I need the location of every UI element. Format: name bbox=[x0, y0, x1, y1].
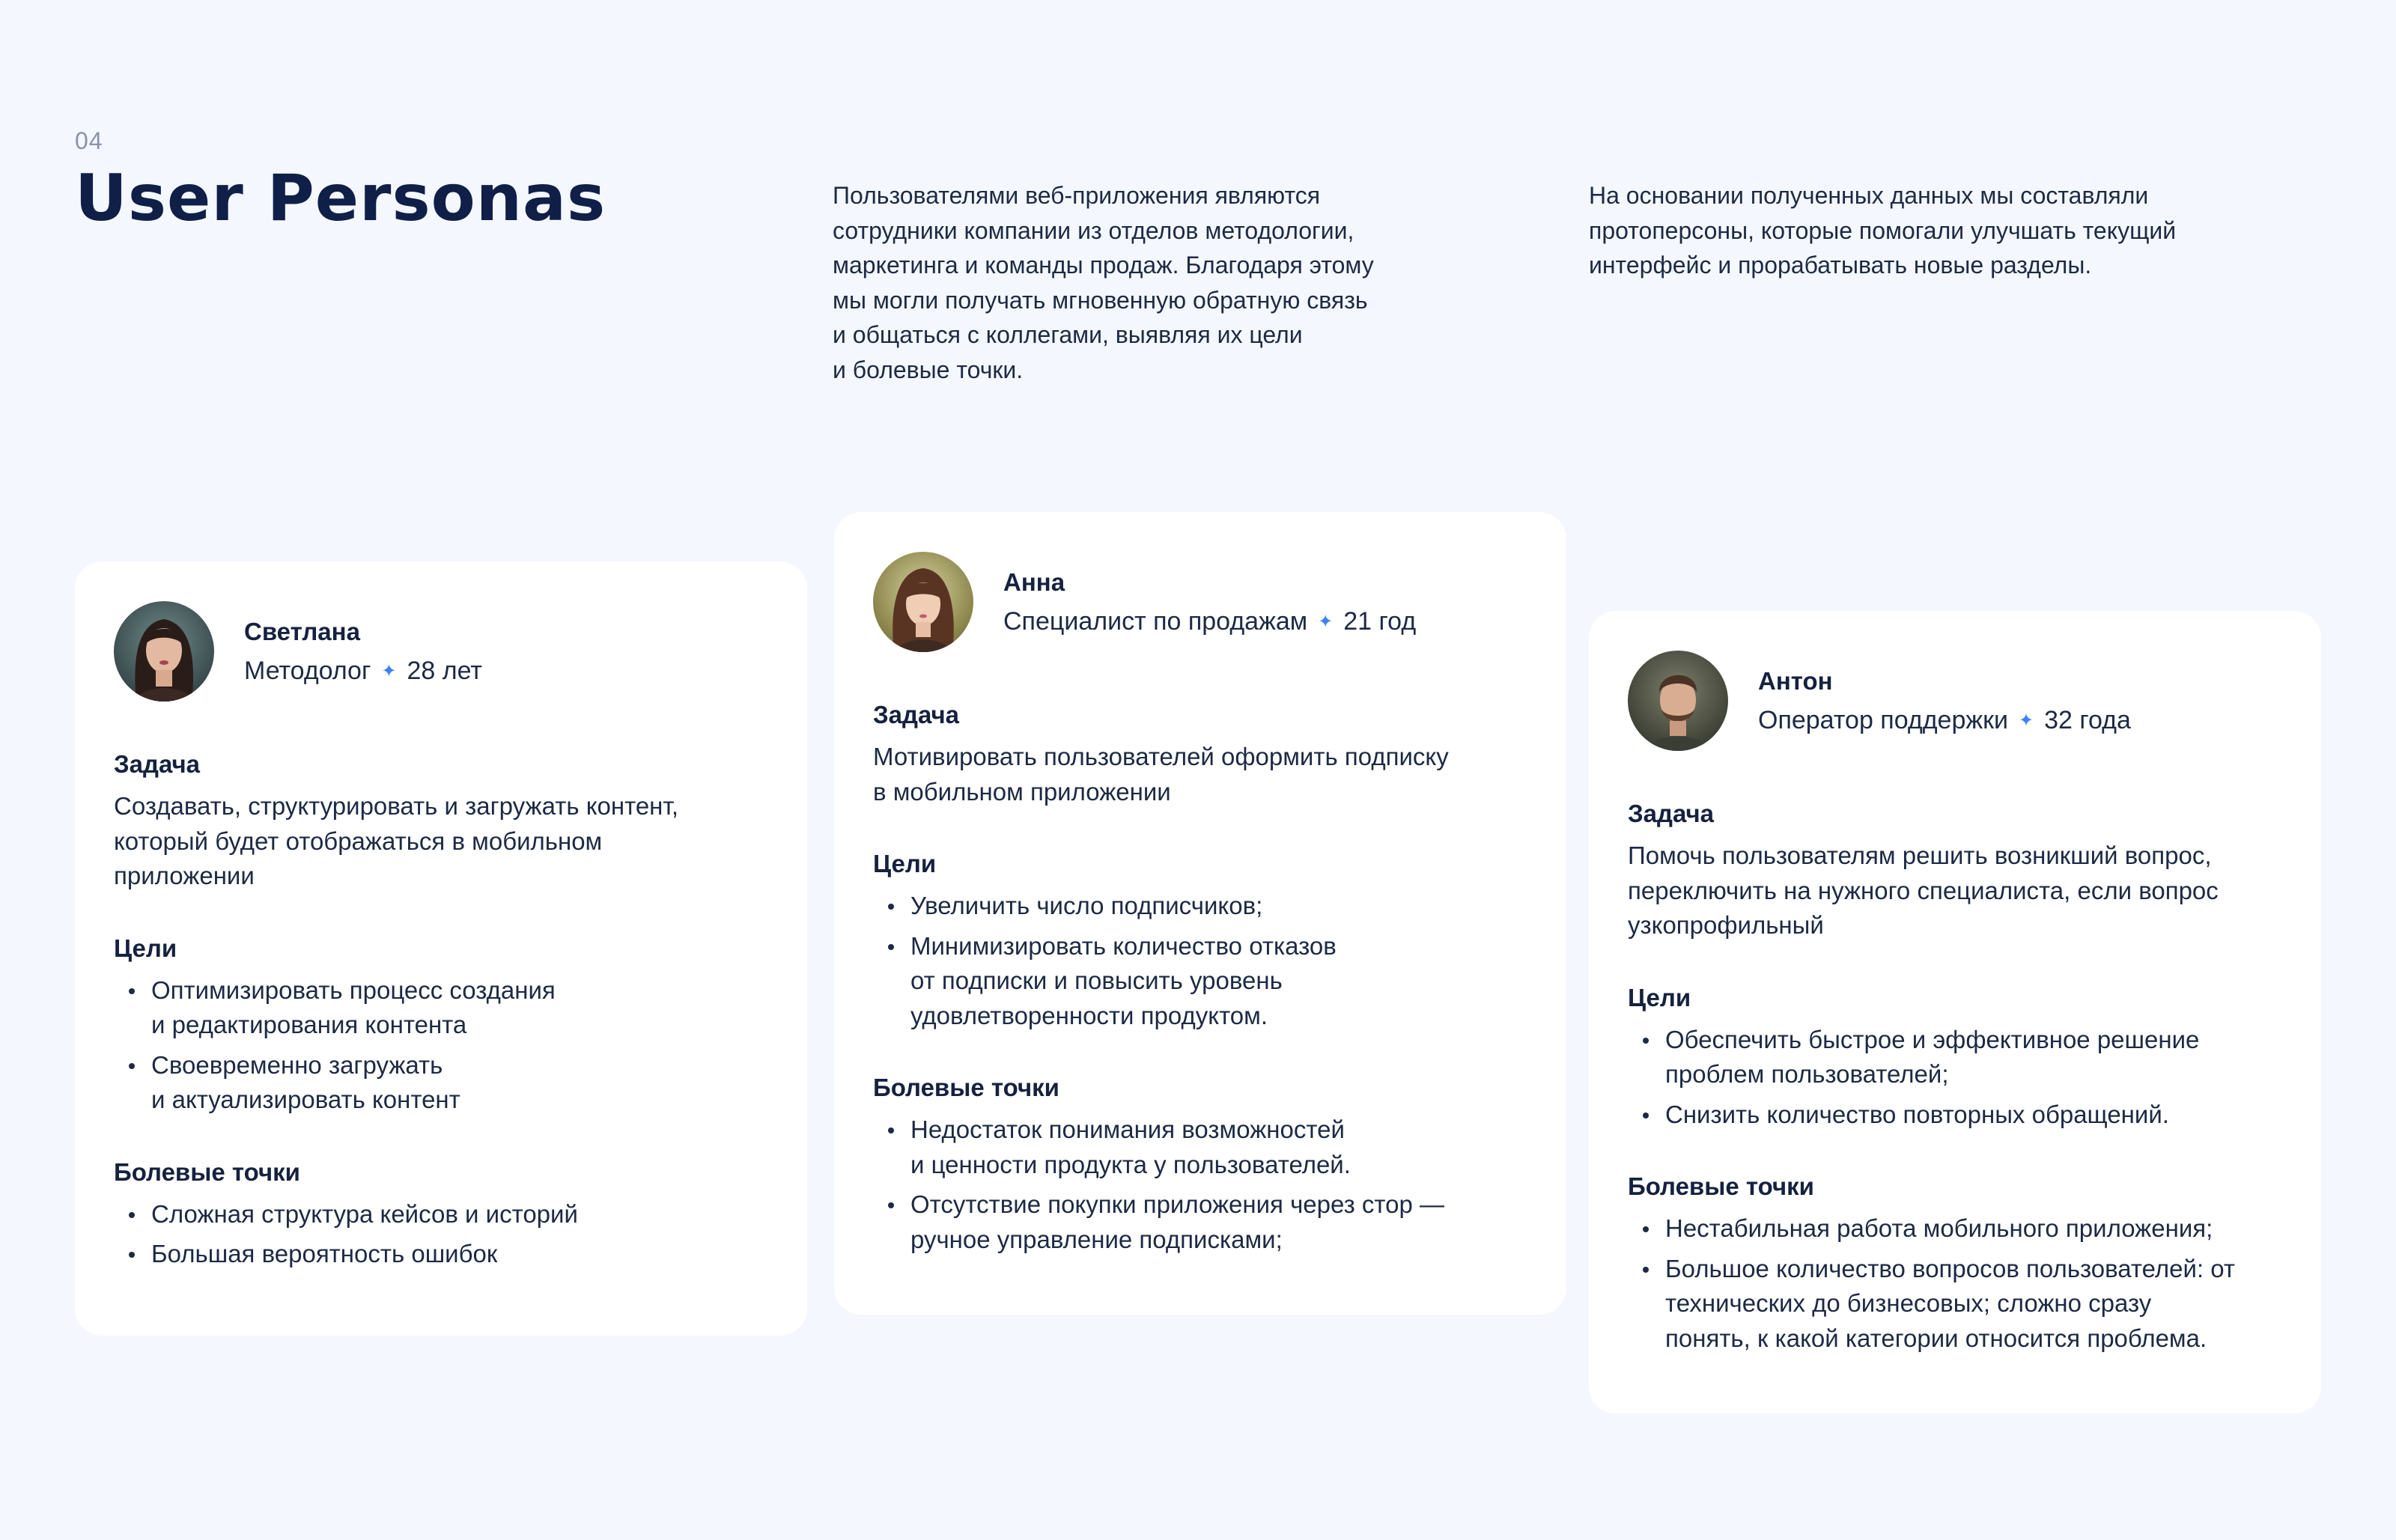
page-title: User Personas bbox=[75, 161, 606, 236]
pains-heading: Болевые точки bbox=[1628, 1172, 1814, 1200]
pain-item: Большая вероятность ошибок bbox=[114, 1237, 768, 1272]
goals-list bbox=[114, 973, 768, 1118]
woman-bangs-avatar-icon bbox=[873, 552, 973, 652]
persona-header bbox=[873, 551, 1527, 653]
intro-text-left: Пользователями веб-приложения являются сотрудники компании из отделов методологии, маркетинга и команды продаж. Благодаря этому мы могли получать мгновенную обратную связь и общаться с коллегами, выявляя их цели и болевые точки. bbox=[833, 182, 1374, 383]
intro-text-right: На основании полученных данных мы составляли протоперсоны, которые помогали улучшать текущий интерфейс и прорабатывать новые разделы. bbox=[1589, 182, 2177, 279]
goals-list bbox=[873, 889, 1527, 1033]
persona-card-anton bbox=[1589, 611, 2321, 1413]
pains-heading: Болевые точки bbox=[114, 1157, 300, 1186]
persona-age: 21 год bbox=[1343, 606, 1417, 636]
persona-role: Методолог bbox=[244, 656, 371, 685]
section-number: 04 bbox=[75, 127, 103, 154]
pain-item: Сложная структура кейсов и историй bbox=[114, 1197, 768, 1232]
goal-item: Оптимизировать процесс создания и редактирования контента bbox=[114, 973, 768, 1043]
goals-list bbox=[1628, 1023, 2282, 1133]
persona-role-line bbox=[1003, 607, 1416, 636]
pains-list bbox=[873, 1113, 1527, 1257]
pains-list bbox=[1628, 1211, 2282, 1356]
goal-item: Снизить количество повторных обращений. bbox=[1628, 1098, 2282, 1133]
persona-card-svetlana bbox=[75, 561, 807, 1336]
persona-header bbox=[114, 600, 768, 702]
persona-age: 32 года bbox=[2044, 705, 2131, 734]
goals-heading: Цели bbox=[114, 934, 177, 962]
woman-dark-hair-avatar-icon bbox=[114, 601, 214, 701]
pains-heading: Болевые точки bbox=[873, 1074, 1059, 1101]
pain-item: Нестабильная работа мобильного приложения; bbox=[1628, 1211, 2282, 1247]
goal-item: Обеспечить быстрое и эффективное решение проблем пользователей; bbox=[1628, 1023, 2282, 1092]
persona-name: Светлана bbox=[244, 617, 360, 645]
persona-name: Анна bbox=[1003, 567, 1065, 596]
persona-role: Специалист по продажам bbox=[1003, 606, 1308, 636]
task-heading: Задача bbox=[1628, 800, 1715, 827]
sparkle-icon: ✦ bbox=[2018, 710, 2034, 731]
sparkle-icon: ✦ bbox=[381, 660, 397, 681]
goals-heading: Цели bbox=[1628, 983, 1691, 1011]
persona-header bbox=[1628, 650, 2282, 752]
pain-item: Отсутствие покупки приложения через стор — ручное управление подписками; bbox=[873, 1187, 1527, 1257]
goal-item: Своевременно загружать и актуализировать контент bbox=[114, 1048, 768, 1118]
sparkle-icon: ✦ bbox=[1318, 611, 1334, 632]
man-beard-avatar-icon bbox=[1628, 651, 1728, 751]
task-heading: Задача bbox=[114, 750, 201, 778]
task-text: Создавать, структурировать и загружать контент, который будет отображаться в мобильном приложении bbox=[114, 792, 679, 889]
persona-card-anna bbox=[834, 512, 1566, 1315]
task-text: Мотивировать пользователей оформить подписку в мобильном приложении bbox=[873, 743, 1449, 806]
persona-role-line bbox=[244, 657, 482, 686]
persona-age: 28 лет bbox=[407, 656, 482, 685]
persona-role: Оператор поддержки bbox=[1758, 705, 2008, 734]
persona-name: Антон bbox=[1758, 666, 1833, 695]
goals-heading: Цели bbox=[873, 850, 937, 877]
pain-item: Большое количество вопросов пользователей: от технических до бизнесовых; сложно сразу понять, к какой категории относится проблема. bbox=[1628, 1252, 2282, 1357]
task-heading: Задача bbox=[873, 701, 960, 728]
pain-item: Недостаток понимания возможностей и ценности продукта у пользователей. bbox=[873, 1113, 1527, 1182]
goal-item: Увеличить число подписчиков; bbox=[873, 889, 1527, 924]
task-text: Помочь пользователям решить возникший вопрос, переключить на нужного специалиста, если вопрос узкопрофильный bbox=[1628, 841, 2219, 939]
persona-role-line bbox=[1758, 706, 2131, 735]
goal-item: Минимизировать количество отказов от подписки и повысить уровень удовлетворенности продуктом. bbox=[873, 929, 1527, 1034]
pains-list bbox=[114, 1197, 768, 1272]
